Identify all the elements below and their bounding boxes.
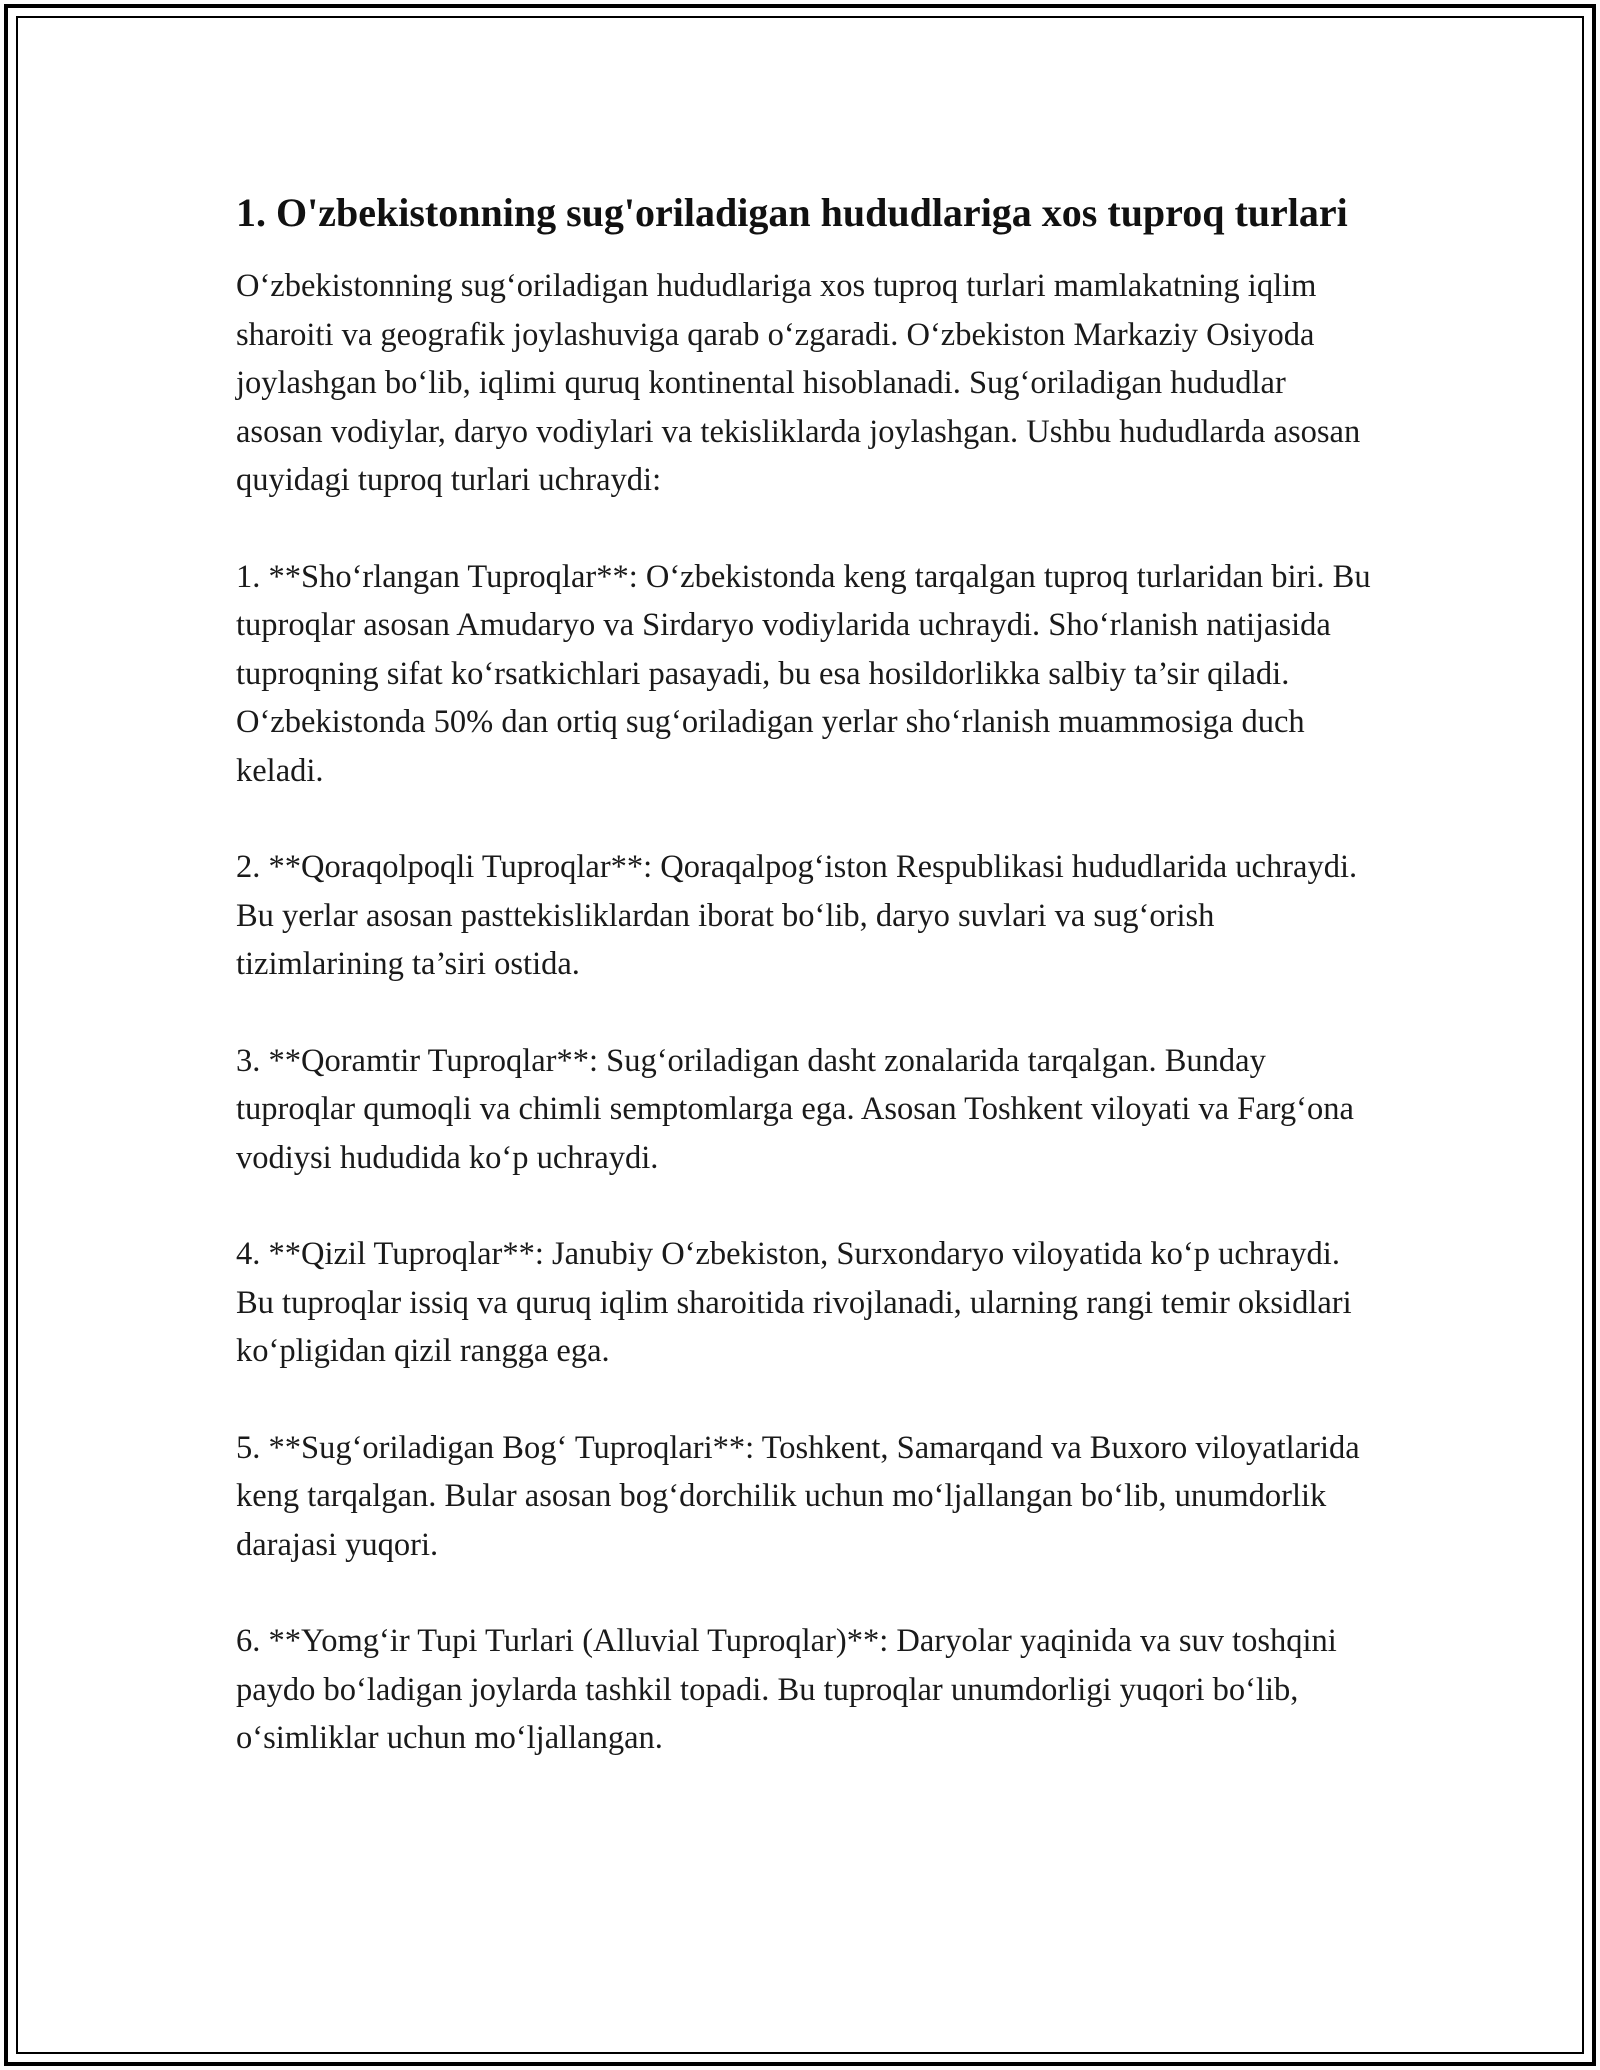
document-title: 1. O'zbekistonning sug'oriladigan hududlariga xos tuproq turlari [236,190,1348,235]
list-item-4: 4. **Qizil Tuproqlar**: Janubiy O‘zbekiston, Surxondaryo viloyatida ko‘p uchraydi. Bu tuproqlar issiq va quruq iqlim sharoitida rivojlanadi, ularning rangi temir oksidlari ko‘pligidan qizil rangga ega. [236,1236,1352,1369]
list-item-5: 5. **Sug‘oriladigan Bog‘ Tuproqlari**: Toshkent, Samarqand va Buxoro viloyatlarida keng tarqalgan. Bular asosan bog‘dorchilik uchun mo‘ljallangan bo‘lib, unumdorlik darajasi yuqori. [236,1429,1360,1563]
list-item-2: 2. **Qoraqolpoqli Tuproqlar**: Qoraqalpog‘iston Respublikasi hududlarida uchraydi. Bu yerlar asosan pasttekisliklardan iborat bo‘lib, daryo suvlari va sug‘orish tizimlarining ta’siri ostida. [236,849,1358,982]
list-item-6: 6. **Yomg‘ir Tupi Turlari (Alluvial Tuproqlar)**: Daryolar yaqinida va suv toshqini paydo bo‘ladigan joylarda tashkil topadi. Bu tuproqlar unumdorligi yuqori bo‘lib, o‘simliklar uchun mo‘ljallangan. [236,1623,1337,1756]
intro-paragraph: O‘zbekistonning sug‘oriladigan hududlariga xos tuproq turlari mamlakatning iqlim sharoiti va geografik joylashuviga qarab o‘zgaradi. O‘zbekiston Markaziy Osiyoda joylashgan bo‘lib, iqlimi quruq kontinental hisoblanadi. Sug‘oriladigan hududlar asosan vodiylar, daryo vodiylari va tekisliklarda joylashgan. Ushbu hududlarda asosan quyidagi tuproq turlari uchraydi: [236,268,1361,498]
list-item-1: 1. **Sho‘rlangan Tuproqlar**: O‘zbekistonda keng tarqalgan tuproq turlaridan biri. Bu tuproqlar asosan Amudaryo va Sirdaryo vodiylarida uchraydi. Sho‘rlanish natijasida tuproqning sifat ko‘rsatkichlari pasayadi, bu esa hosildorlikka salbiy ta’sir qiladi. O‘zbekistonda 50% dan ortiq sug‘oriladigan yerlar sho‘rlanish muammosiga duch keladi. [236,558,1371,789]
document-body [236,186,1376,1811]
list-item-3: 3. **Qoramtir Tuproqlar**: Sug‘oriladigan dasht zonalarida tarqalgan. Bunday tuproqlar qumoqli va chimli semptomlarga ega. Asosan Toshkent viloyati va Farg‘ona vodiysi hududida ko‘p uchraydi. [236,1042,1354,1176]
